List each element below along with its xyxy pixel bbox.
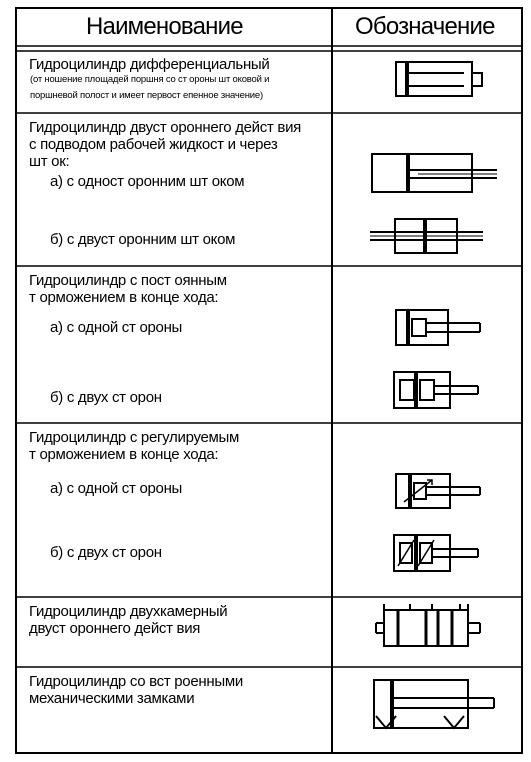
- row-1-note-line-1: (от ношение площадей поршня со ст ороны шт оковой и: [30, 74, 270, 85]
- row-4-title-line-1: Гидроцилиндр с регулируемым: [29, 429, 240, 446]
- row-4-item-a-label: а) с одной ст ороны: [50, 480, 183, 497]
- row-1-note-line-2: поршневой полост и имеет первост епенное значение): [30, 90, 263, 101]
- row-2-item-a-label: а) с одност оронним шт оком: [50, 173, 245, 190]
- header-symbol-column: Обозначение: [355, 13, 495, 40]
- header-name-column: Наименование: [86, 13, 243, 40]
- row-3-item-a-label: а) с одной ст ороны: [50, 319, 183, 336]
- row-6-title-line-2: механическими замками: [29, 690, 195, 707]
- row-1-title: Гидроцилиндр дифференциальный: [29, 56, 270, 73]
- row-3-title-line-2: т орможением в конце хода:: [29, 289, 219, 306]
- row-6-title-line-1: Гидроцилиндр со вст роенными: [29, 673, 243, 690]
- row-2-title-line-1: Гидроцилиндр двуст ороннего дейст вия: [29, 119, 301, 136]
- row-3-title-line-1: Гидроцилиндр с пост оянным: [29, 272, 227, 289]
- row-4-title-line-2: т орможением в конце хода:: [29, 446, 219, 463]
- row-5-title-line-2: двуст ороннего дейст вия: [29, 620, 201, 637]
- row-2-title-line-3: шт ок:: [29, 153, 70, 170]
- row-2-item-b-label: б) с двуст оронним шт оком: [50, 231, 236, 248]
- row-2-title-line-2: с подводом рабочей жидкост и через: [29, 136, 278, 153]
- row-3-item-b-label: б) с двух ст орон: [50, 389, 162, 406]
- row-4-item-b-label: б) с двух ст орон: [50, 544, 162, 561]
- row-5-title-line-1: Гидроцилиндр двухкамерный: [29, 603, 228, 620]
